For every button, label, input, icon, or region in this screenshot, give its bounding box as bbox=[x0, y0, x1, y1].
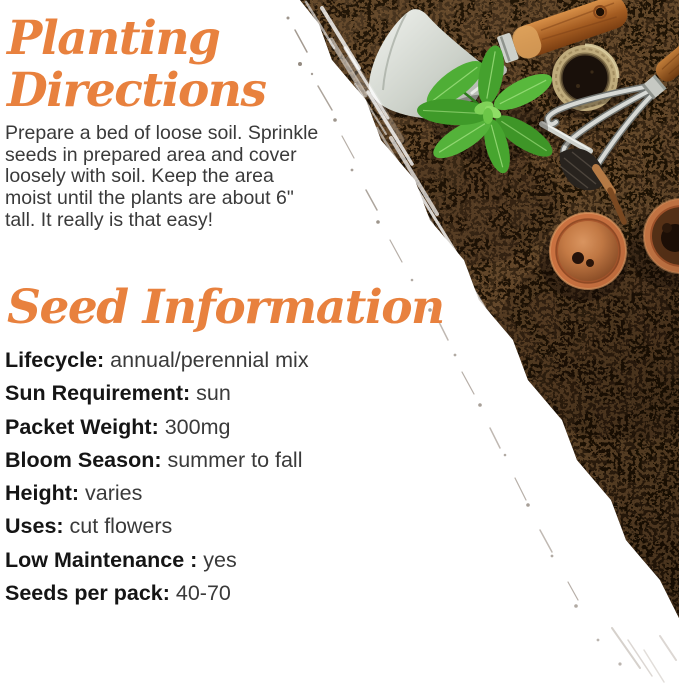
seed-info-value: 40-70 bbox=[169, 581, 231, 606]
planting-body-line: Prepare a bed of loose soil. Sprinkle bbox=[5, 122, 319, 144]
seed-info-value: sun bbox=[190, 381, 231, 406]
planting-body-line: loosely with soil. Keep the area bbox=[5, 165, 274, 188]
seed-info-list bbox=[5, 344, 309, 610]
seed-info-row bbox=[5, 477, 309, 510]
planting-title-line-1: Planting bbox=[7, 11, 220, 66]
planting-body-line: tall. It really is that easy! bbox=[5, 208, 214, 231]
seed-info-label: Uses: bbox=[5, 514, 64, 539]
seed-info-value: varies bbox=[79, 481, 143, 506]
planting-title-line-2: Directions bbox=[7, 63, 266, 118]
seed-info-label: Height: bbox=[5, 481, 80, 506]
seed-info-label: Seeds per pack: bbox=[5, 581, 170, 606]
seed-information-title: Seed Information bbox=[7, 280, 444, 335]
seed-info-label: Low Maintenance : bbox=[5, 547, 198, 572]
planting-directions-title bbox=[7, 13, 265, 117]
seed-info-value: annual/perennial mix bbox=[104, 348, 309, 372]
seed-info-row bbox=[5, 411, 309, 444]
seed-info-row bbox=[5, 544, 309, 577]
planting-body-line: seeds in prepared area and cover bbox=[5, 143, 297, 166]
seed-info-value: 300mg bbox=[158, 414, 231, 439]
seed-info-row bbox=[5, 344, 309, 377]
seed-info-label: Bloom Season: bbox=[5, 447, 162, 472]
planting-directions-body bbox=[5, 123, 318, 232]
seed-info-label: Packet Weight: bbox=[5, 414, 159, 439]
seed-info-label: Sun Requirement: bbox=[5, 381, 191, 406]
seed-info-value: summer to fall bbox=[161, 447, 303, 472]
seed-info-row bbox=[5, 377, 309, 410]
seed-info-value: cut flowers bbox=[63, 514, 173, 539]
seed-info-label: Lifecycle: bbox=[5, 348, 105, 372]
seed-info-row bbox=[5, 510, 309, 543]
seed-info-value: yes bbox=[197, 547, 237, 572]
planting-body-line: moist until the plants are about 6" bbox=[5, 187, 294, 210]
seed-info-row bbox=[5, 444, 309, 477]
seed-info-row bbox=[5, 577, 309, 610]
